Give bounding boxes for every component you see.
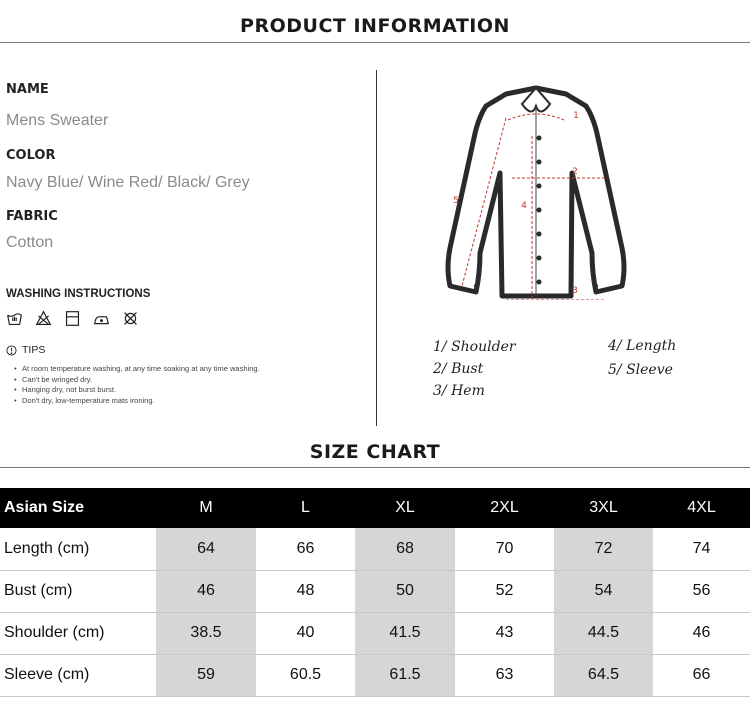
table-cell: 72: [554, 528, 653, 570]
table-row: [0, 528, 750, 570]
fabric-label: FABRIC: [6, 209, 58, 224]
table-cell: 38.5: [156, 612, 256, 654]
row-label: Length (cm): [0, 528, 156, 570]
table-cell: 70: [455, 528, 554, 570]
shirt-diagram: [436, 78, 636, 300]
table-cell: 40: [256, 612, 355, 654]
tip-item: • Hanging dry, not burst burst.: [14, 385, 260, 396]
size-chart-title: SIZE CHART: [309, 441, 441, 463]
table-cell: 64.5: [554, 654, 653, 696]
table-cell: 74: [653, 528, 750, 570]
table-cell: 66: [653, 654, 750, 696]
washing-icons: [6, 310, 139, 327]
legend-sleeve: 5/ Sleeve: [608, 362, 673, 378]
table-cell: 68: [355, 528, 455, 570]
table-row: [0, 612, 750, 654]
row-label: Sleeve (cm): [0, 654, 156, 696]
header-cell: 2XL: [455, 488, 554, 528]
table-row: [0, 654, 750, 696]
tips-heading: [6, 344, 45, 356]
table-cell: 43: [455, 612, 554, 654]
tip-item: • Don't dry, low-temperature mats ironing.: [14, 396, 260, 407]
table-cell: 60.5: [256, 654, 355, 696]
legend-bust: 2/ Bust: [433, 361, 484, 377]
size-chart-divider: [0, 467, 750, 468]
table-cell: 64: [156, 528, 256, 570]
tip-item: • At room temperature washing, at any time soaking at any time washing.: [14, 364, 260, 375]
mark-5: 5: [453, 196, 459, 206]
table-cell: 48: [256, 570, 355, 612]
tips-list: [14, 364, 260, 406]
header-cell: Asian Size: [0, 488, 156, 528]
header-cell: L: [256, 488, 355, 528]
header-cell: M: [156, 488, 256, 528]
no-dry-clean-icon: [122, 310, 139, 327]
tips-label: TIPS: [22, 344, 46, 356]
tumble-dry-icon: [64, 310, 81, 327]
color-label: COLOR: [6, 148, 56, 163]
mark-3: 3: [572, 286, 578, 296]
mark-2: 2: [572, 167, 578, 177]
name-value: Mens Sweater: [6, 112, 109, 129]
vertical-divider: [376, 70, 377, 426]
table-cell: 56: [653, 570, 750, 612]
table-cell: 46: [653, 612, 750, 654]
legend-shoulder: 1/ Shoulder: [433, 339, 516, 355]
title-divider: [0, 42, 750, 43]
table-cell: 44.5: [554, 612, 653, 654]
table-row: [0, 570, 750, 612]
mark-4: 4: [521, 201, 527, 211]
header-cell: 3XL: [554, 488, 653, 528]
row-label: Shoulder (cm): [0, 612, 156, 654]
iron-low-icon: [93, 310, 110, 327]
fabric-value: Cotton: [6, 234, 54, 251]
table-cell: 63: [455, 654, 554, 696]
legend-length: 4/ Length: [608, 338, 677, 354]
color-value: Navy Blue/ Wine Red/ Black/ Grey: [6, 174, 250, 191]
table-cell: 41.5: [355, 612, 455, 654]
product-information-title: PRODUCT INFORMATION: [240, 15, 510, 37]
info-icon: [6, 345, 17, 356]
table-cell: 52: [455, 570, 554, 612]
table-cell: 59: [156, 654, 256, 696]
table-cell: 50: [355, 570, 455, 612]
header-cell: 4XL: [653, 488, 750, 528]
name-label: NAME: [6, 82, 49, 97]
no-bleach-icon: [35, 310, 52, 327]
mark-1: 1: [573, 111, 579, 121]
hand-wash-icon: [6, 310, 23, 327]
legend-hem: 3/ Hem: [433, 383, 485, 399]
table-cell: 66: [256, 528, 355, 570]
header-cell: XL: [355, 488, 455, 528]
tip-item: • Can't be wringed dry.: [14, 375, 260, 386]
table-cell: 46: [156, 570, 256, 612]
size-chart-table: [0, 488, 750, 697]
table-cell: 54: [554, 570, 653, 612]
washing-instructions-label: WASHING INSTRUCTIONS: [6, 288, 151, 300]
row-label: Bust (cm): [0, 570, 156, 612]
size-header-row: [0, 488, 750, 528]
table-cell: 61.5: [355, 654, 455, 696]
